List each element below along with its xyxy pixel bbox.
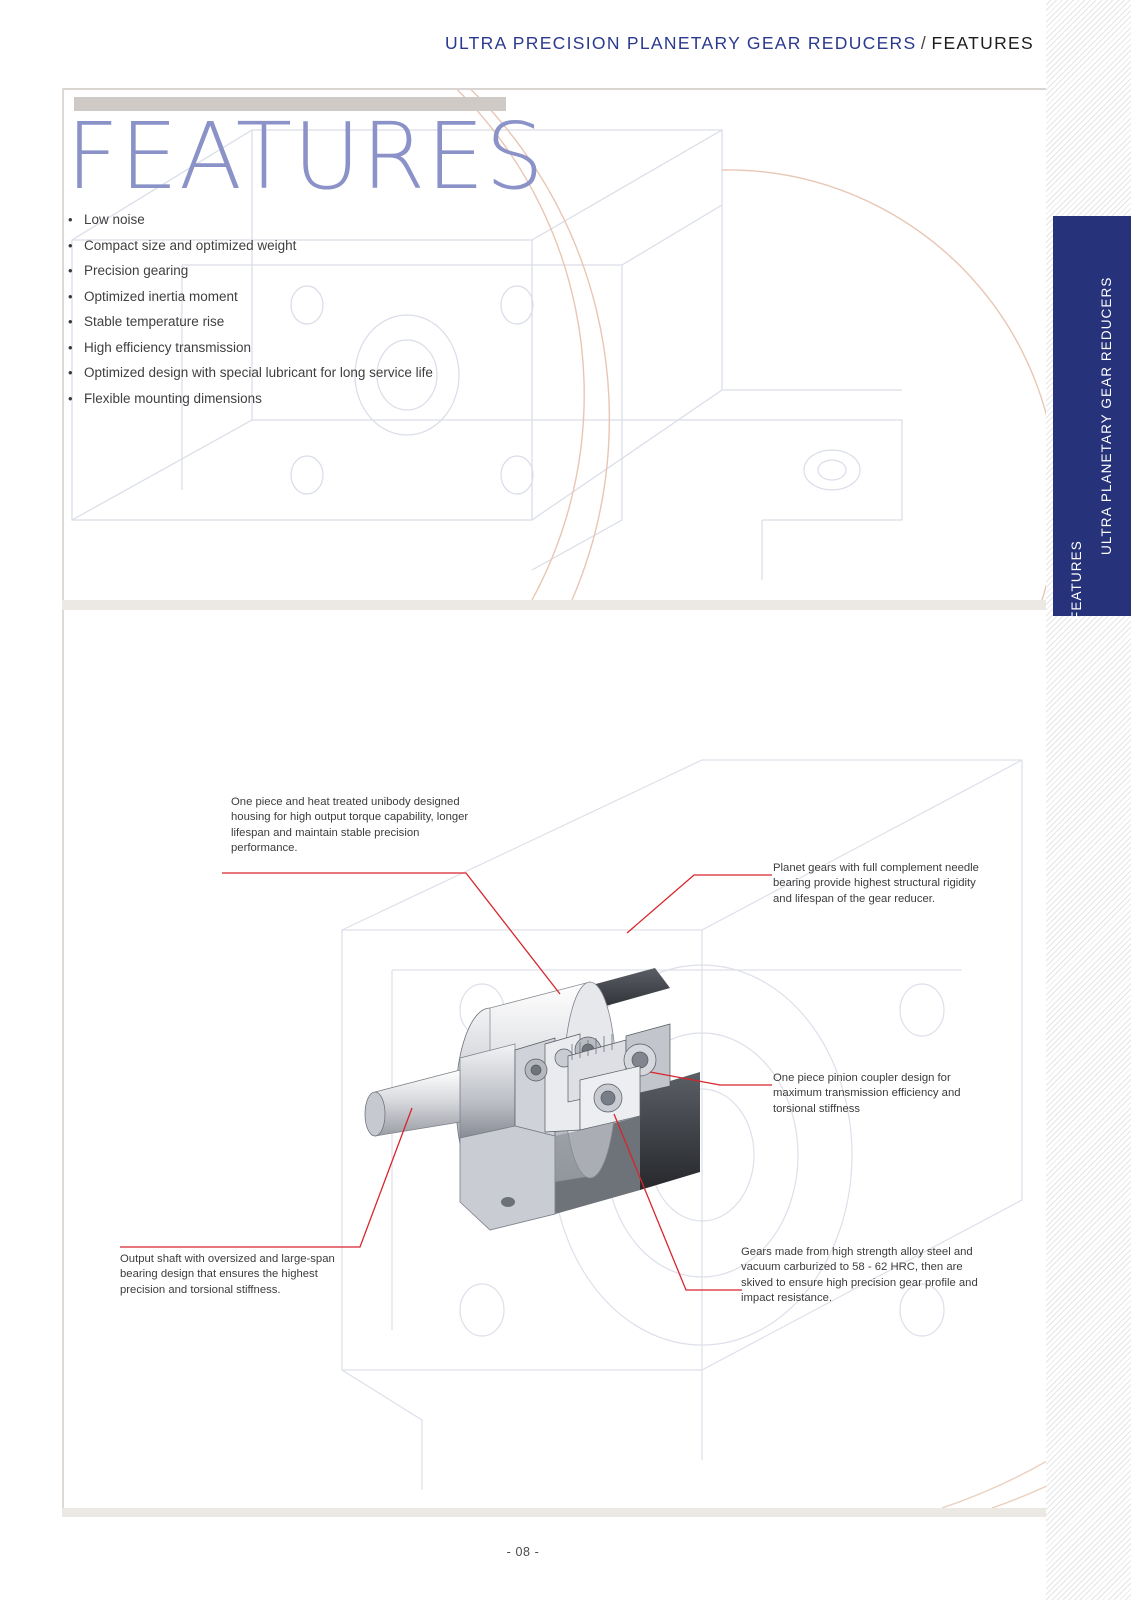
- bullet-icon: •: [68, 390, 73, 406]
- bullet-icon: •: [68, 237, 73, 253]
- list-item: [68, 212, 668, 228]
- features-list: [68, 212, 668, 416]
- bullet-icon: •: [68, 288, 73, 304]
- header-divider: [62, 88, 1046, 90]
- left-margin-rule: [62, 88, 64, 1508]
- bullet-icon: •: [68, 365, 73, 380]
- list-item: [68, 365, 668, 381]
- list-item: [68, 314, 668, 330]
- mid-section-divider: [62, 600, 1046, 610]
- page-title: FEATURES: [66, 103, 545, 210]
- callout-planet-gears: Planet gears with full complement needle bearing provide highest structural rigidity and lifespan of the gear reducer.: [773, 862, 979, 905]
- header-main-title: ULTRA PRECISION PLANETARY GEAR REDUCERS: [445, 33, 917, 53]
- side-tab-sub-label: FEATURES: [1069, 540, 1084, 620]
- callout-output-shaft: Output shaft with oversized and large-span bearing design that ensures the highest precision and torsional stiffness.: [120, 1253, 335, 1296]
- feature-label: High efficiency transmission: [84, 339, 252, 355]
- feature-label: Stable temperature rise: [84, 314, 225, 329]
- list-item: [68, 263, 668, 279]
- bottom-divider: [62, 1508, 1046, 1517]
- callout-leader-lines: [62, 610, 1046, 1508]
- list-item: [68, 340, 668, 356]
- feature-label: Flexible mounting dimensions: [84, 390, 262, 406]
- callout-gear-material: Gears made from high strength alloy steel and vacuum carburized to 58 - 62 HRC, then are skived to ensure high precision gear profile and impact resistance.: [741, 1246, 978, 1305]
- feature-label: Compact size and optimized weight: [84, 237, 297, 253]
- page-header: [445, 33, 1034, 54]
- header-separator: /: [920, 33, 928, 53]
- bullet-icon: •: [68, 314, 73, 329]
- list-item: [68, 391, 668, 407]
- feature-label: Low noise: [84, 212, 145, 227]
- feature-label: Precision gearing: [84, 263, 189, 278]
- bullet-icon: •: [68, 212, 73, 227]
- feature-label: Optimized inertia moment: [84, 288, 238, 304]
- side-tab-main-label: ULTRA PLANETARY GEAR REDUCERS: [1099, 276, 1114, 556]
- list-item: [68, 289, 668, 305]
- side-tab-band: [1046, 0, 1131, 1600]
- feature-label: Optimized design with special lubricant for long service life: [84, 365, 433, 380]
- header-section-title: FEATURES: [931, 33, 1034, 53]
- bullet-icon: •: [68, 339, 73, 355]
- bullet-icon: •: [68, 263, 73, 278]
- page-number: - 08 -: [506, 1545, 540, 1559]
- callout-pinion-coupler: One piece pinion coupler design for maximum transmission efficiency and torsional stiffness: [773, 1072, 961, 1115]
- list-item: [68, 238, 668, 254]
- callout-housing: One piece and heat treated unibody designed housing for high output torque capability, longer lifespan and maintain stable precision performance.: [231, 796, 469, 855]
